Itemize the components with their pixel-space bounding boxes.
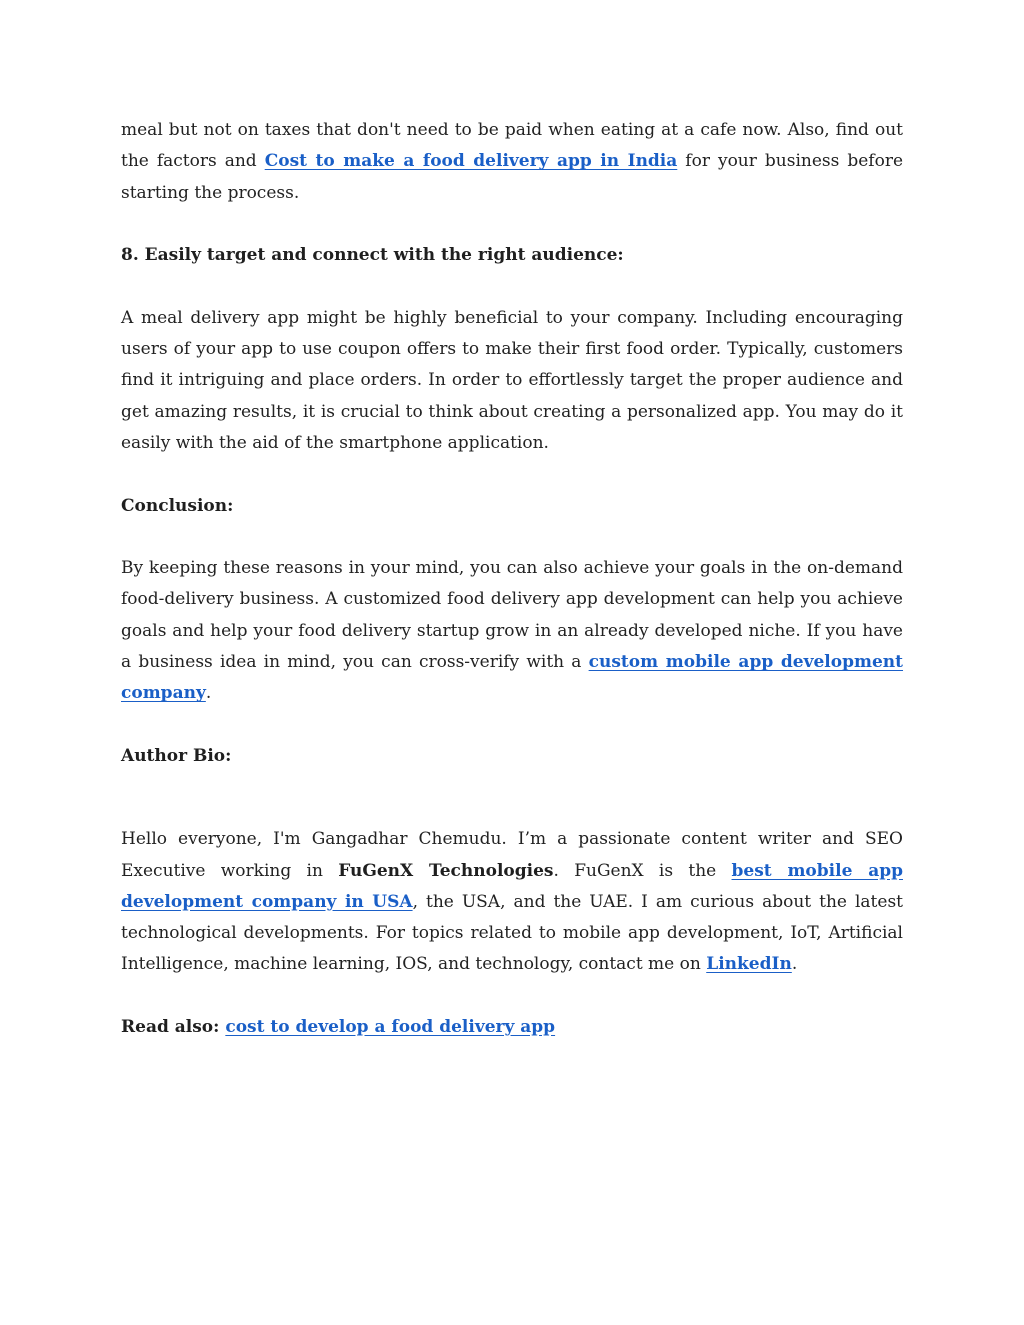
- read-also-line: [121, 1012, 903, 1043]
- link-linkedin[interactable]: LinkedIn: [706, 954, 792, 975]
- section-heading-author-bio: Author Bio:: [121, 745, 232, 766]
- link-cost-develop-food-delivery[interactable]: cost to develop a food delivery app: [225, 1017, 556, 1038]
- link-custom-mobile-app-company[interactable]: custom mobile app development company: [121, 652, 904, 704]
- paragraph-text: for your business before starting the process.: [121, 151, 904, 203]
- company-name: FuGenX Technologies: [338, 860, 554, 881]
- section-heading-target-audience: 8. Easily target and connect with the right audience:: [121, 245, 624, 266]
- paragraph-text: By keeping these reasons in your mind, you can also achieve your goals in the on-demand food-delivery business. A customized food delivery app development can help you achieve goals and help your food delivery startup grow in an already developed niche. If you have a business idea in mind, you can cross-verify with a: [121, 558, 903, 673]
- paragraph-text: meal but not on taxes that don't need to be paid when eating at a cafe now. Also, find out the factors and: [121, 120, 903, 172]
- paragraph-text: .: [791, 954, 798, 975]
- paragraph-text: , the USA, and the UAE. I am curious about the latest technological developments. For topics related to mobile app development, IoT, Artificial Intelligence, machine learning, IOS, and technology, contact me on: [121, 891, 903, 975]
- paragraph-text: . FuGenX is the: [553, 860, 732, 881]
- paragraph-conclusion: [121, 553, 903, 709]
- paragraph-text: Hello everyone, I'm Gangadhar Chemudu. I’m a passionate content writer and SEO Executive working in: [121, 829, 903, 881]
- paragraph-author-bio: [121, 824, 903, 980]
- paragraph-target-audience: A meal delivery app might be highly beneficial to your company. Including encouraging users of your app to use coupon offers to make their first food order. Typically, customers find it intriguing and place orders. In order to effortlessly target the proper audience and get amazing results, it is crucial to think about creating a personalized app. You may do it easily with the aid of the smartphone application.: [121, 307, 903, 453]
- paragraph-intro: [121, 115, 903, 209]
- read-also-label: Read also:: [121, 1017, 226, 1038]
- paragraph-text: .: [205, 683, 212, 704]
- link-cost-food-delivery-india[interactable]: Cost to make a food delivery app in India: [264, 151, 678, 172]
- section-heading-conclusion: Conclusion:: [121, 495, 234, 516]
- link-best-mobile-app-company-usa[interactable]: best mobile app development company in USA: [121, 860, 903, 912]
- document-page: [121, 115, 903, 1043]
